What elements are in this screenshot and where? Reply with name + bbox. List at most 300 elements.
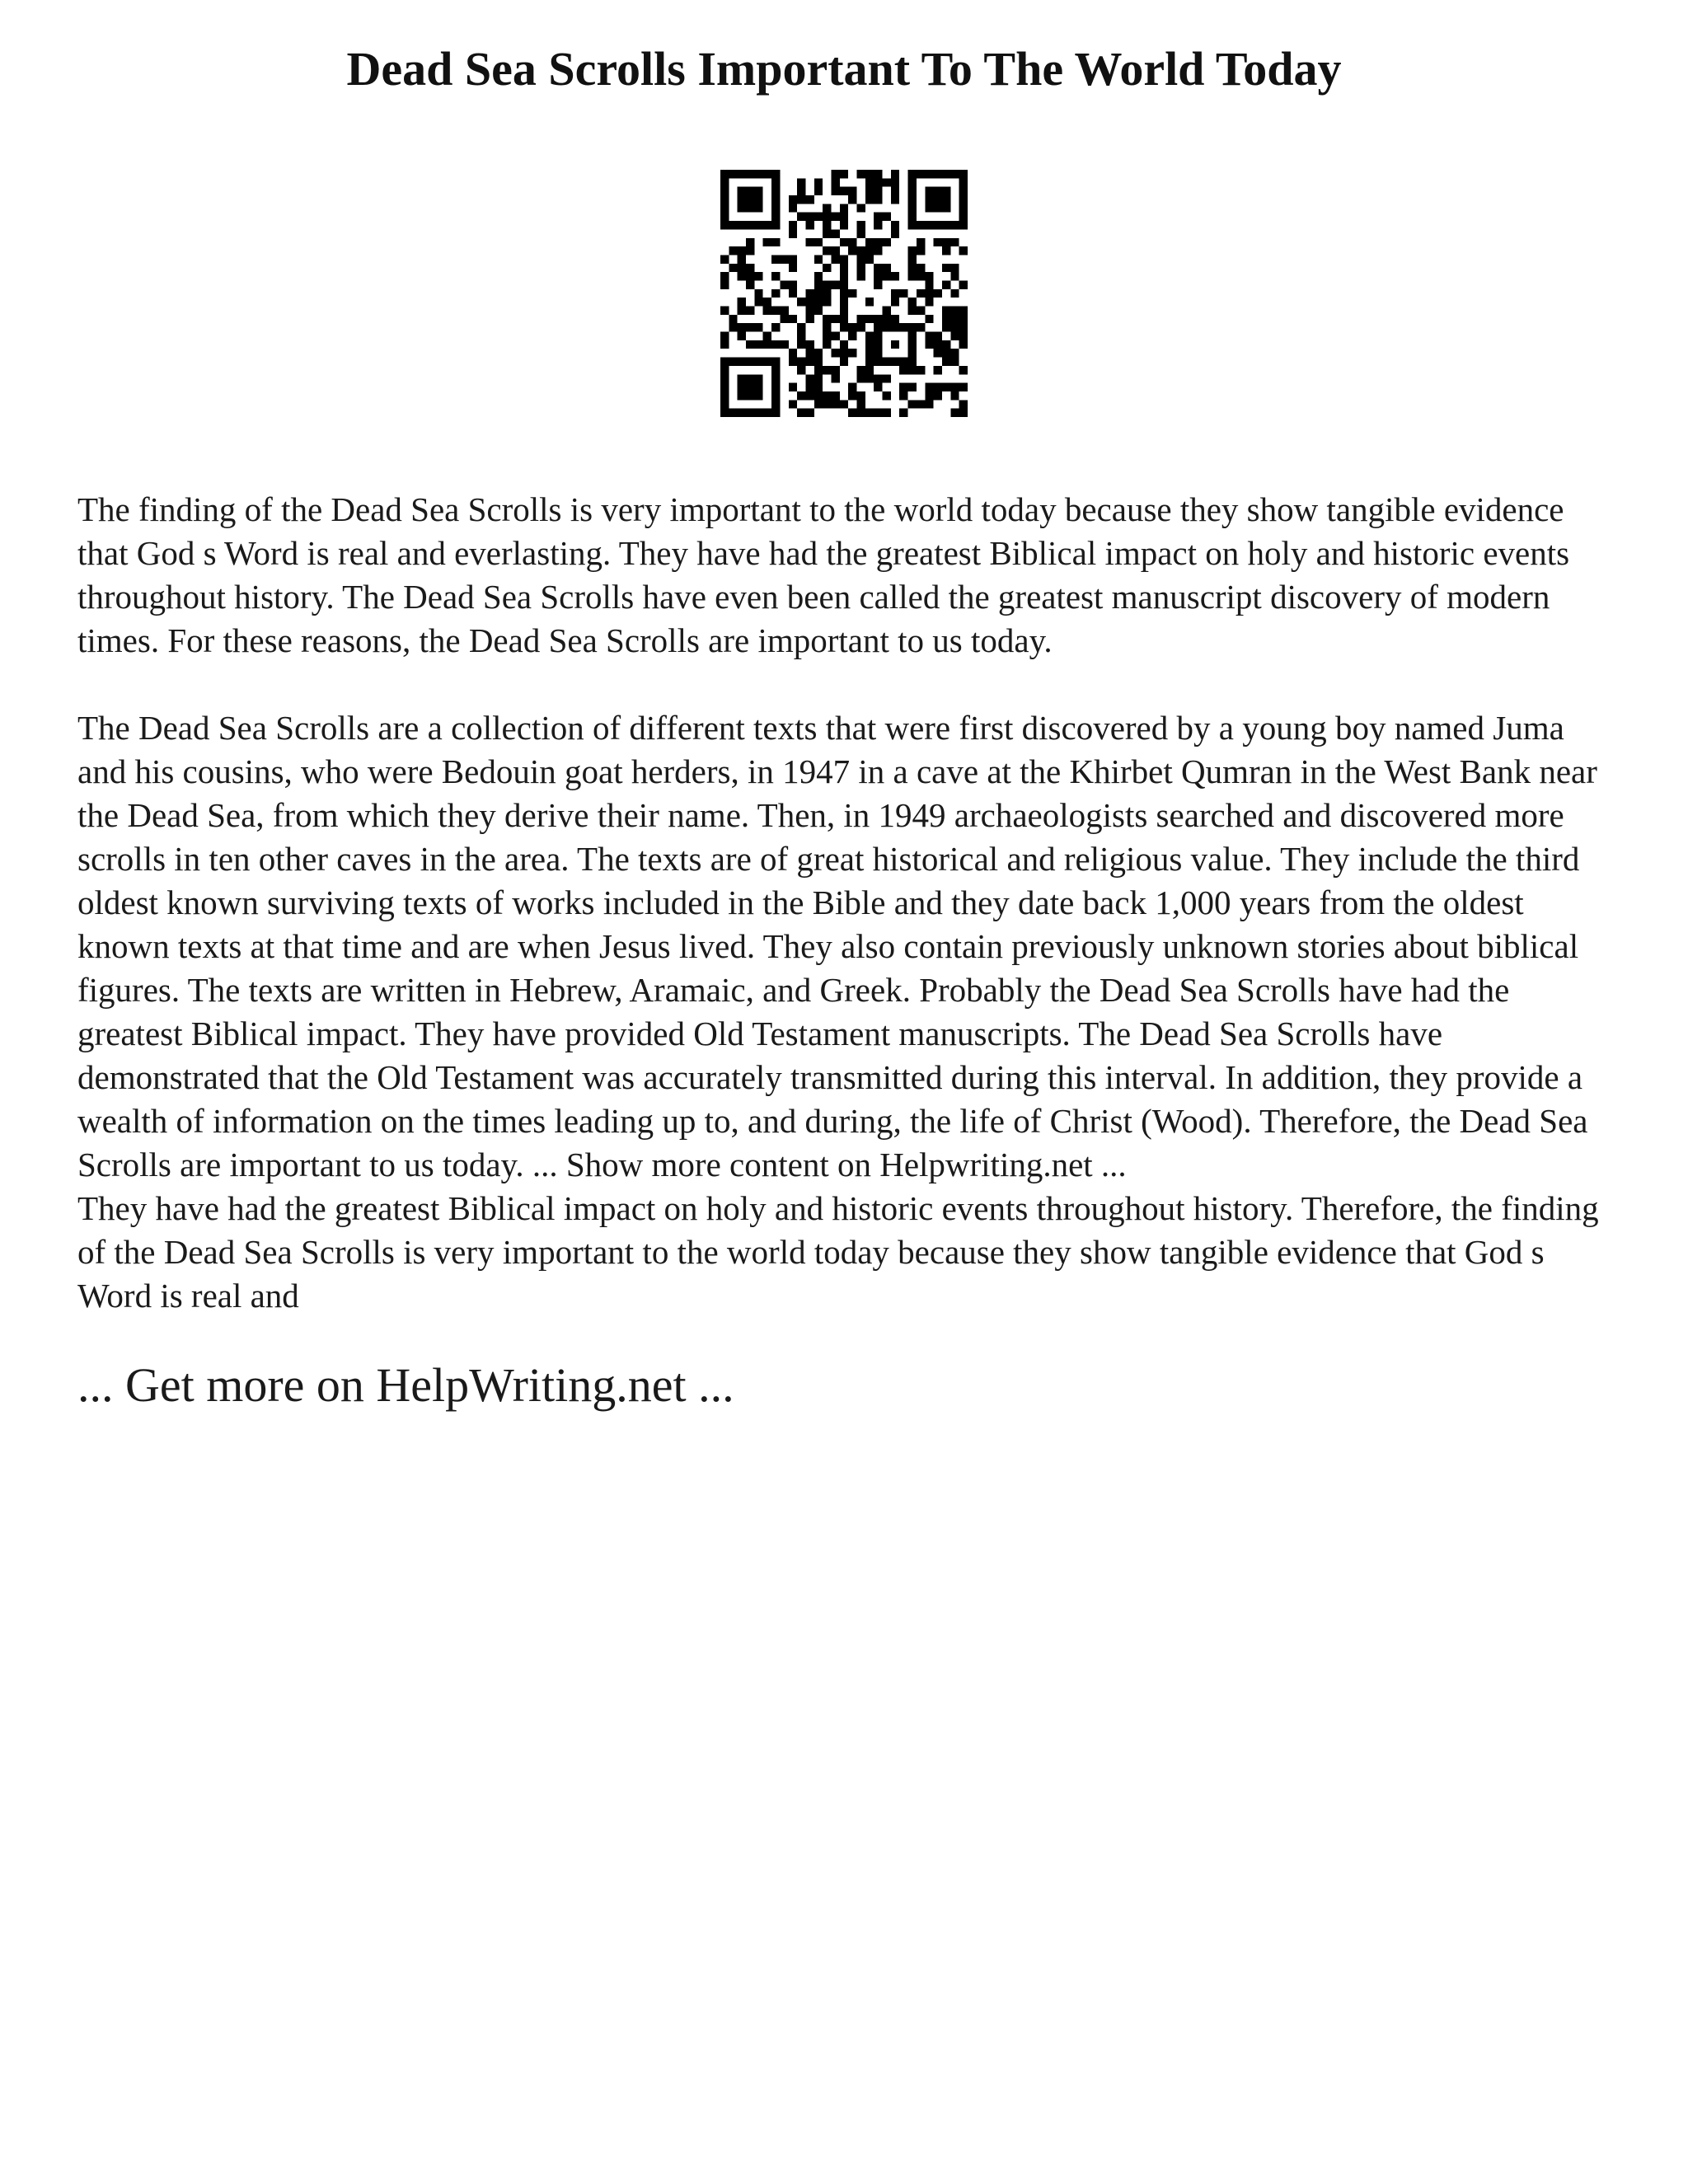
qr-module <box>942 204 950 212</box>
qr-module <box>891 289 899 298</box>
qr-module <box>771 289 780 298</box>
qr-module <box>865 187 874 195</box>
qr-module <box>874 272 882 280</box>
qr-module <box>789 204 797 212</box>
qr-module <box>934 238 942 246</box>
qr-module <box>805 409 814 417</box>
qr-module <box>925 204 933 212</box>
qr-module <box>746 195 754 204</box>
qr-module <box>771 187 780 195</box>
qr-module <box>950 349 959 357</box>
qr-module <box>746 358 754 366</box>
qr-module <box>771 374 780 382</box>
qr-module <box>754 374 762 382</box>
qr-module <box>720 374 729 382</box>
qr-module <box>738 391 746 400</box>
qr-module <box>883 374 891 382</box>
qr-module <box>891 221 899 229</box>
qr-module <box>848 391 856 400</box>
qr-module <box>925 340 933 349</box>
qr-module <box>908 383 917 391</box>
qr-module <box>754 391 762 400</box>
qr-module <box>959 315 968 323</box>
qr-module <box>823 246 831 255</box>
qr-module <box>823 366 831 374</box>
qr-module <box>729 323 737 331</box>
qr-module <box>883 264 891 272</box>
qr-module <box>883 178 891 186</box>
qr-module <box>899 289 907 298</box>
qr-module <box>763 409 771 417</box>
qr-module <box>831 178 839 186</box>
qr-module <box>950 332 959 340</box>
qr-module <box>805 315 814 323</box>
qr-module <box>754 289 762 298</box>
qr-module <box>857 221 865 229</box>
qr-module <box>814 391 823 400</box>
qr-module <box>857 400 865 408</box>
qr-module <box>848 383 856 391</box>
qr-module <box>720 280 729 288</box>
qr-module <box>959 195 968 204</box>
qr-module <box>899 409 907 417</box>
qr-module <box>908 366 917 374</box>
qr-module <box>883 272 891 280</box>
qr-module <box>934 195 942 204</box>
qr-module <box>746 391 754 400</box>
qr-module <box>720 213 729 221</box>
qr-module <box>720 187 729 195</box>
qr-module <box>908 195 917 204</box>
qr-module <box>738 195 746 204</box>
qr-code-icon <box>720 170 968 417</box>
qr-module <box>780 280 788 288</box>
qr-module <box>874 349 882 357</box>
qr-module <box>805 195 814 204</box>
qr-module <box>874 340 882 349</box>
qr-module <box>959 187 968 195</box>
qr-module <box>771 170 780 178</box>
qr-module <box>789 229 797 237</box>
qr-module <box>840 280 848 288</box>
qr-module <box>814 280 823 288</box>
qr-module <box>848 349 856 357</box>
qr-module <box>797 323 805 331</box>
qr-module <box>831 332 839 340</box>
qr-module <box>942 323 950 331</box>
qr-module <box>950 272 959 280</box>
qr-module <box>857 323 865 331</box>
qr-module <box>720 400 729 408</box>
qr-module <box>754 204 762 212</box>
qr-module <box>934 289 942 298</box>
qr-module <box>789 195 797 204</box>
qr-module <box>840 298 848 306</box>
qr-module <box>789 255 797 263</box>
qr-module <box>746 238 754 246</box>
qr-module <box>934 340 942 349</box>
qr-module <box>771 340 780 349</box>
qr-module <box>950 307 959 315</box>
article-body <box>77 488 1611 1318</box>
qr-module <box>934 391 942 400</box>
qr-module <box>840 289 848 298</box>
qr-module <box>925 195 933 204</box>
qr-module <box>959 400 968 408</box>
qr-module <box>874 409 882 417</box>
qr-module <box>831 315 839 323</box>
qr-module <box>814 289 823 298</box>
qr-module <box>797 195 805 204</box>
qr-code-graphic <box>720 170 968 417</box>
qr-module <box>950 358 959 366</box>
qr-module <box>814 272 823 280</box>
qr-module <box>883 391 891 400</box>
qr-module <box>814 187 823 195</box>
qr-module <box>925 298 933 306</box>
qr-module <box>754 195 762 204</box>
qr-module <box>814 178 823 186</box>
qr-module <box>814 358 823 366</box>
qr-module <box>959 383 968 391</box>
qr-module <box>746 264 754 272</box>
qr-module <box>797 391 805 400</box>
qr-module <box>720 307 729 315</box>
qr-module <box>874 332 882 340</box>
qr-module <box>857 366 865 374</box>
qr-module <box>814 307 823 315</box>
qr-module <box>942 187 950 195</box>
qr-module <box>908 349 917 357</box>
qr-module <box>840 358 848 366</box>
qr-module <box>874 264 882 272</box>
qr-module <box>908 298 917 306</box>
qr-module <box>883 409 891 417</box>
qr-module <box>874 280 882 288</box>
qr-module <box>797 178 805 186</box>
qr-module <box>814 298 823 306</box>
qr-module <box>891 340 899 349</box>
qr-module <box>797 332 805 340</box>
qr-module <box>814 255 823 263</box>
qr-module <box>908 340 917 349</box>
qr-module <box>789 358 797 366</box>
qr-module <box>771 400 780 408</box>
qr-module <box>771 195 780 204</box>
qr-module <box>865 366 874 374</box>
qr-module <box>934 349 942 357</box>
qr-module <box>848 238 856 246</box>
qr-module <box>789 315 797 323</box>
qr-module <box>959 170 968 178</box>
qr-module <box>917 246 925 255</box>
qr-module <box>746 272 754 280</box>
qr-module <box>908 358 917 366</box>
qr-module <box>917 366 925 374</box>
paragraph-history: The Dead Sea Scrolls are a collection of different texts that were first discovered by a young boy named Juma and his cousins, who were Bedouin goat herders, in 1947 in a cave at the Khirbet Qumran in the West Bank near the Dead Sea, from which they derive their name. Then, in 1949 archaeologists searched and discovered more scrolls in ten other caves in the area. The texts are of great historical and religious value. They include the third oldest known surviving texts of works included in the Bible and they date back 1,000 years from the oldest known texts at that time and are when Jesus lived. They also contain previously unknown stories about biblical figures. The texts are written in Hebrew, Aramaic, and Greek. Probably the Dead Sea Scrolls have had the greatest Biblical impact. They have provided Old Testament manuscripts. The Dead Sea Scrolls have demonstrated that the Old Testament was accurately transmitted during this interval. In addition, they provide a wealth of information on the times leading up to, and during, the life of Christ (Wood). Therefore, the Dead Sea Scrolls are important to us today. ... Show more content on Helpwriting.net ... <box>77 709 1597 1183</box>
qr-module <box>925 400 933 408</box>
qr-module <box>720 391 729 400</box>
qr-module <box>771 391 780 400</box>
qr-module <box>746 280 754 288</box>
qr-module <box>925 332 933 340</box>
qr-module <box>754 272 762 280</box>
qr-module <box>720 195 729 204</box>
qr-module <box>950 264 959 272</box>
qr-module <box>848 289 856 298</box>
qr-module <box>865 178 874 186</box>
qr-module <box>917 323 925 331</box>
qr-module <box>959 323 968 331</box>
qr-module <box>831 170 839 178</box>
qr-module <box>899 383 907 391</box>
qr-module <box>874 170 882 178</box>
qr-module <box>754 340 762 349</box>
qr-module <box>754 221 762 229</box>
qr-module <box>771 213 780 221</box>
qr-module <box>805 391 814 400</box>
qr-module <box>831 366 839 374</box>
qr-module <box>942 246 950 255</box>
qr-module <box>934 204 942 212</box>
qr-module <box>899 391 907 400</box>
get-more-link[interactable]: ... Get more on HelpWriting.net ... <box>77 1358 734 1412</box>
qr-module <box>738 272 746 280</box>
qr-module <box>942 170 950 178</box>
qr-module <box>950 170 959 178</box>
qr-module <box>738 255 746 263</box>
qr-module <box>746 374 754 382</box>
qr-module <box>891 358 899 366</box>
qr-module <box>942 264 950 272</box>
qr-module <box>763 307 771 315</box>
qr-module <box>934 332 942 340</box>
qr-module <box>720 366 729 374</box>
qr-module <box>797 366 805 374</box>
qr-module <box>797 187 805 195</box>
qr-module <box>925 221 933 229</box>
qr-module <box>720 221 729 229</box>
qr-module <box>831 213 839 221</box>
qr-module <box>883 238 891 246</box>
qr-module <box>942 349 950 357</box>
qr-module <box>823 264 831 272</box>
qr-module <box>771 272 780 280</box>
qr-module <box>720 340 729 349</box>
qr-module <box>959 221 968 229</box>
qr-module <box>729 221 737 229</box>
qr-module <box>857 246 865 255</box>
qr-module <box>729 246 737 255</box>
qr-module <box>925 315 933 323</box>
qr-module <box>891 229 899 237</box>
qr-module <box>848 246 856 255</box>
qr-module <box>797 340 805 349</box>
qr-module <box>942 315 950 323</box>
qr-module <box>814 238 823 246</box>
qr-module <box>848 332 856 340</box>
qr-module <box>763 170 771 178</box>
qr-module <box>891 187 899 195</box>
qr-module <box>738 374 746 382</box>
qr-module <box>908 323 917 331</box>
qr-module <box>797 409 805 417</box>
qr-module <box>738 409 746 417</box>
qr-module <box>908 170 917 178</box>
qr-module <box>738 298 746 306</box>
qr-module <box>891 170 899 178</box>
qr-module <box>874 238 882 246</box>
qr-module <box>934 221 942 229</box>
qr-module <box>925 289 933 298</box>
qr-module <box>831 391 839 400</box>
qr-module <box>805 374 814 382</box>
qr-module <box>917 289 925 298</box>
qr-module <box>754 358 762 366</box>
qr-module <box>857 409 865 417</box>
qr-module <box>959 178 968 186</box>
qr-module <box>857 255 865 263</box>
qr-module <box>840 400 848 408</box>
qr-module <box>754 170 762 178</box>
qr-module <box>865 332 874 340</box>
qr-module <box>950 238 959 246</box>
qr-module <box>823 298 831 306</box>
qr-module <box>891 315 899 323</box>
qr-module <box>950 315 959 323</box>
qr-module <box>891 323 899 331</box>
qr-module <box>857 264 865 272</box>
qr-module <box>738 383 746 391</box>
qr-module <box>771 204 780 212</box>
qr-module <box>917 238 925 246</box>
qr-module <box>754 323 762 331</box>
qr-module <box>840 349 848 357</box>
qr-module <box>865 170 874 178</box>
qr-module <box>814 400 823 408</box>
qr-module <box>934 170 942 178</box>
qr-module <box>797 358 805 366</box>
qr-module <box>771 238 780 246</box>
qr-module <box>831 187 839 195</box>
qr-module <box>840 238 848 246</box>
qr-module <box>754 409 762 417</box>
qr-module <box>771 178 780 186</box>
qr-module <box>942 340 950 349</box>
qr-module <box>950 383 959 391</box>
qr-module <box>942 280 950 288</box>
qr-module <box>917 221 925 229</box>
qr-module <box>789 221 797 229</box>
qr-module <box>823 213 831 221</box>
qr-module <box>942 383 950 391</box>
paragraph-intro: The finding of the Dead Sea Scrolls is very important to the world today because they show tangible evidence that God s Word is real and everlasting. They have had the greatest Biblical impact on holy and historic events throughout history. The Dead Sea Scrolls have even been called the greatest manuscript discovery of modern times. For these reasons, the Dead Sea Scrolls are important to us today. <box>77 490 1570 659</box>
qr-module <box>823 280 831 288</box>
qr-module <box>746 170 754 178</box>
qr-module <box>865 315 874 323</box>
qr-module <box>950 391 959 400</box>
qr-module <box>831 229 839 237</box>
qr-module <box>746 246 754 255</box>
qr-module <box>780 307 788 315</box>
qr-module <box>959 366 968 374</box>
qr-module <box>883 358 891 366</box>
qr-module <box>959 409 968 417</box>
qr-module <box>771 366 780 374</box>
qr-module <box>925 383 933 391</box>
qr-module <box>874 178 882 186</box>
qr-module <box>763 238 771 246</box>
qr-module <box>934 366 942 374</box>
qr-module <box>891 178 899 186</box>
qr-module <box>908 213 917 221</box>
qr-module <box>738 264 746 272</box>
qr-module <box>942 307 950 315</box>
qr-module <box>908 332 917 340</box>
qr-module <box>763 298 771 306</box>
qr-module <box>883 307 891 315</box>
qr-module <box>857 374 865 382</box>
qr-module <box>848 187 856 195</box>
qr-module <box>908 246 917 255</box>
qr-module <box>746 323 754 331</box>
qr-module <box>738 170 746 178</box>
qr-module <box>874 221 882 229</box>
qr-module <box>840 340 848 349</box>
qr-module <box>823 315 831 323</box>
qr-module <box>934 383 942 391</box>
qr-module <box>942 195 950 204</box>
qr-module <box>720 383 729 391</box>
qr-module <box>814 383 823 391</box>
qr-module <box>831 255 839 263</box>
qr-module <box>925 272 933 280</box>
qr-module <box>780 255 788 263</box>
qr-module <box>840 323 848 331</box>
qr-module <box>848 409 856 417</box>
qr-module <box>823 332 831 340</box>
qr-module <box>874 323 882 331</box>
qr-module <box>814 366 823 374</box>
qr-module <box>917 264 925 272</box>
qr-module <box>857 229 865 237</box>
qr-module <box>840 264 848 272</box>
qr-module <box>908 307 917 315</box>
qr-module <box>805 307 814 315</box>
qr-module <box>763 340 771 349</box>
qr-module <box>738 187 746 195</box>
qr-module <box>934 187 942 195</box>
qr-module <box>771 307 780 315</box>
qr-module <box>883 213 891 221</box>
qr-module <box>840 315 848 323</box>
qr-module <box>857 170 865 178</box>
qr-module <box>917 272 925 280</box>
qr-module <box>908 255 917 263</box>
qr-module <box>780 340 788 349</box>
qr-module <box>857 204 865 212</box>
qr-module <box>720 272 729 280</box>
qr-module <box>959 332 968 340</box>
qr-module <box>908 400 917 408</box>
qr-module <box>805 358 814 366</box>
qr-module <box>738 204 746 212</box>
qr-module <box>942 358 950 366</box>
qr-module <box>925 280 933 288</box>
qr-module <box>959 246 968 255</box>
qr-module <box>942 221 950 229</box>
qr-module <box>789 400 797 408</box>
